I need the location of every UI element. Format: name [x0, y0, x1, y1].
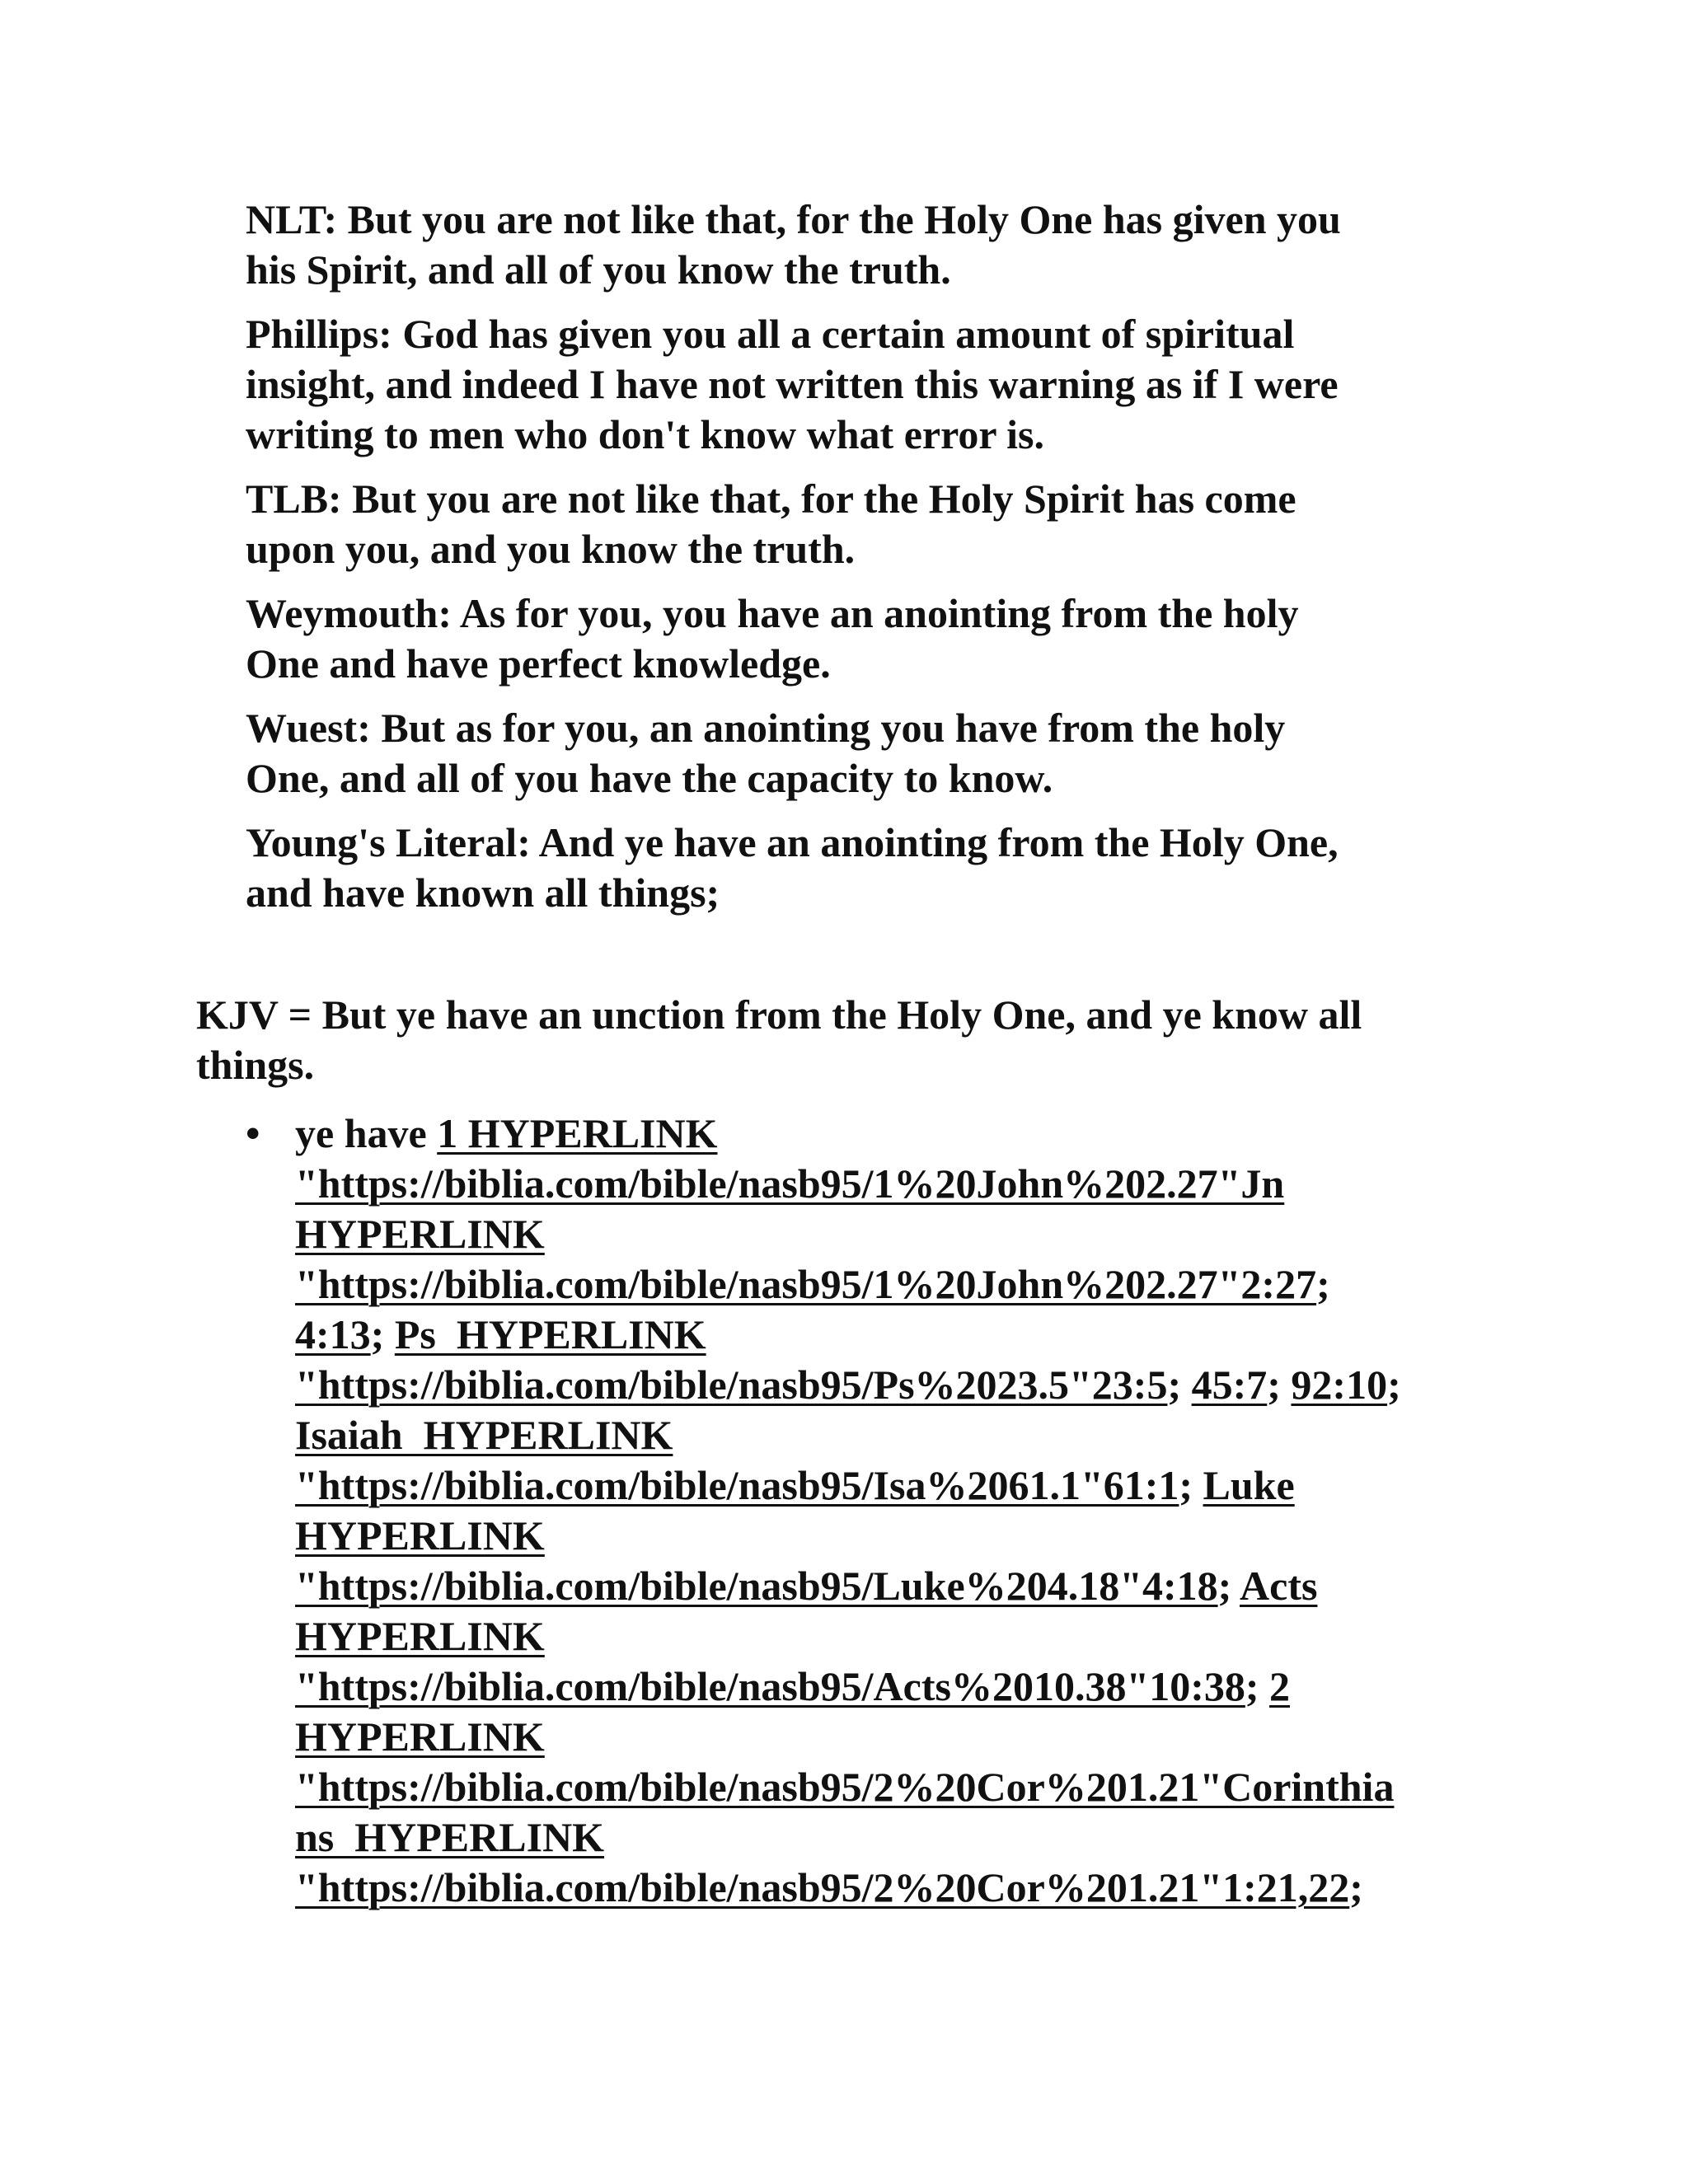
scripture-link[interactable]: 92:10: [1291, 1361, 1388, 1408]
cross-reference-line: [295, 1460, 1515, 1511]
cross-reference-line: [295, 1863, 1515, 1913]
cross-reference-line: [295, 1159, 1515, 1209]
scripture-link[interactable]: 1 HYPERLINK: [437, 1110, 718, 1156]
scripture-link[interactable]: "https://biblia.com/bible/nasb95/2%20Cor%201.21"1:21,22: [295, 1864, 1350, 1910]
plain-text: ;: [1217, 1563, 1240, 1609]
translation-line: his Spirit, and all of you know the truth.: [246, 246, 951, 293]
plain-text: ;: [370, 1311, 395, 1357]
translation-paragraph: [246, 194, 1449, 295]
plain-text: ;: [1267, 1361, 1292, 1408]
cross-reference-line: [295, 1762, 1515, 1812]
scripture-link[interactable]: HYPERLINK: [295, 1512, 545, 1558]
translation-paragraph: [246, 309, 1449, 460]
translation-paragraph: [246, 818, 1449, 918]
translation-line: insight, and indeed I have not written this warning as if I were: [246, 361, 1339, 407]
plain-text: ;: [1349, 1864, 1363, 1910]
scripture-link[interactable]: Ps HYPERLINK: [394, 1311, 706, 1357]
translation-line: and have known all things;: [246, 869, 720, 916]
cross-reference-line: [295, 1410, 1515, 1460]
scripture-link[interactable]: "https://biblia.com/bible/nasb95/Luke%204.18"4:18: [295, 1563, 1218, 1609]
scripture-link[interactable]: HYPERLINK: [295, 1713, 545, 1760]
plain-text: ;: [1179, 1462, 1203, 1508]
plain-text: ye have: [295, 1110, 438, 1156]
translation-line: One, and all of you have the capacity to know.: [246, 755, 1053, 801]
translation-line: Weymouth: As for you, you have an anointing from the holy: [246, 590, 1299, 636]
plain-text: ;: [1316, 1261, 1330, 1307]
kjv-verse: [196, 990, 1482, 1104]
cross-reference-line: [295, 1812, 1515, 1863]
cross-reference-line: [295, 1611, 1515, 1661]
scripture-link[interactable]: "https://biblia.com/bible/nasb95/Isa%2061.1"61:1: [295, 1462, 1179, 1508]
translation-line: Wuest: But as for you, an anointing you have from the holy: [246, 705, 1286, 751]
plain-text: ;: [1167, 1361, 1192, 1408]
cross-reference-line: [295, 1511, 1515, 1561]
cross-reference-lines: [295, 1108, 1515, 1913]
plain-text: ;: [1245, 1663, 1270, 1709]
translation-line: Young's Literal: And ye have an anointing from the Holy One,: [246, 819, 1339, 865]
translation-line: One and have perfect knowledge.: [246, 640, 831, 687]
scripture-link[interactable]: "https://biblia.com/bible/nasb95/Acts%2010.38"10:38: [295, 1663, 1245, 1709]
scripture-link[interactable]: "https://biblia.com/bible/nasb95/1%20John%202.27"Jn: [295, 1160, 1285, 1207]
scripture-link[interactable]: "https://biblia.com/bible/nasb95/Ps%2023.5"23:5: [295, 1361, 1168, 1408]
scripture-link[interactable]: 2: [1269, 1663, 1291, 1709]
bullet-marker: •: [246, 1110, 260, 1156]
cross-reference-line: [295, 1209, 1515, 1259]
scripture-link[interactable]: Acts: [1240, 1563, 1318, 1609]
scripture-link[interactable]: 4:13: [295, 1311, 371, 1357]
scripture-link[interactable]: HYPERLINK: [295, 1613, 545, 1659]
translation-line: NLT: But you are not like that, for the Holy One has given you: [246, 196, 1341, 242]
cross-reference-line: [295, 1259, 1515, 1310]
scripture-link[interactable]: 45:7: [1191, 1361, 1268, 1408]
scripture-link[interactable]: "https://biblia.com/bible/nasb95/2%20Cor%201.21"Corinthia: [295, 1764, 1395, 1810]
translation-list: [246, 194, 1449, 932]
cross-reference-line: [295, 1561, 1515, 1611]
translation-line: writing to men who don't know what error is.: [246, 411, 1045, 457]
scripture-link[interactable]: ns HYPERLINK: [295, 1814, 605, 1860]
kjv-line: things.: [196, 1042, 315, 1088]
translation-paragraph: [246, 588, 1449, 689]
cross-reference-line: [295, 1310, 1515, 1360]
translation-line: Phillips: God has given you all a certain amount of spiritual: [246, 311, 1295, 357]
plain-text: ;: [1387, 1361, 1401, 1408]
translation-line: TLB: But you are not like that, for the Holy Spirit has come: [246, 476, 1296, 522]
cross-reference-line: [295, 1712, 1515, 1762]
scripture-link[interactable]: "https://biblia.com/bible/nasb95/1%20John%202.27"2:27: [295, 1261, 1317, 1307]
cross-reference-line: [295, 1108, 1515, 1159]
scripture-link[interactable]: Isaiah HYPERLINK: [295, 1412, 673, 1458]
translation-line: upon you, and you know the truth.: [246, 526, 856, 572]
translation-paragraph: [246, 474, 1449, 574]
cross-reference-line: [295, 1360, 1515, 1410]
kjv-line: KJV = But ye have an unction from the Holy One, and ye know all: [196, 991, 1362, 1038]
scripture-link[interactable]: Luke: [1203, 1462, 1295, 1508]
cross-reference-line: [295, 1661, 1515, 1712]
translation-paragraph: [246, 703, 1449, 804]
scripture-link[interactable]: HYPERLINK: [295, 1211, 545, 1257]
